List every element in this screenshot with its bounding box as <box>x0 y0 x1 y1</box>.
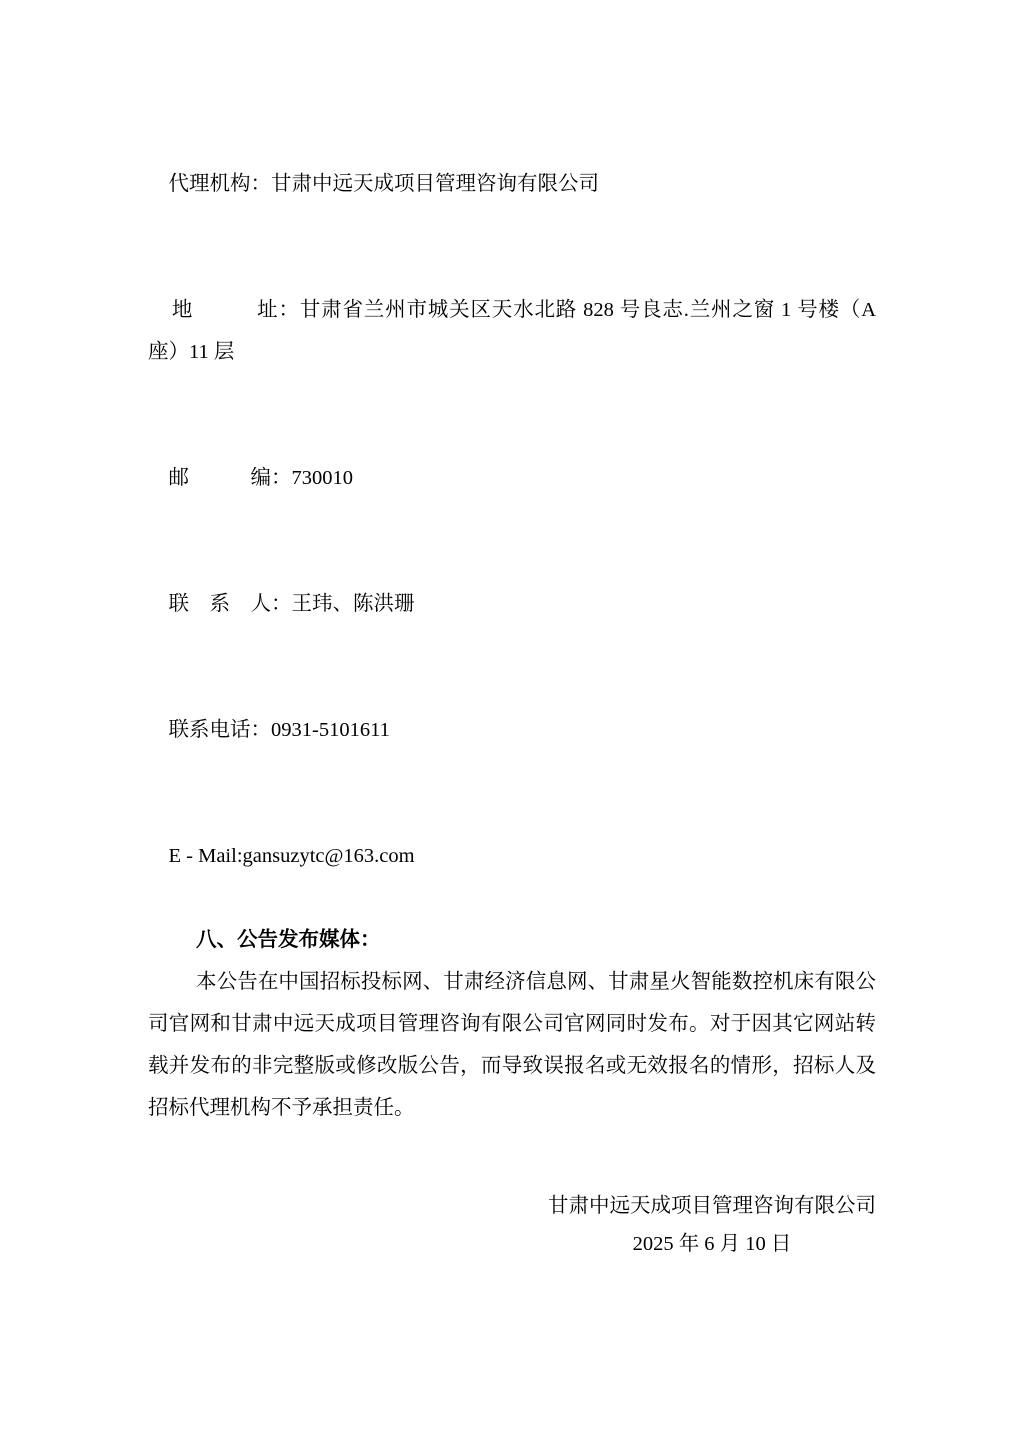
field-label: 代理机构： <box>168 173 271 195</box>
field-label: E - Mail: <box>168 845 243 867</box>
contact-field-email <box>148 793 876 919</box>
field-label: 邮 编： <box>168 467 292 489</box>
field-value: 730010 <box>291 467 353 489</box>
contact-field-phone <box>148 667 876 793</box>
field-value: 0931-5101611 <box>271 719 390 741</box>
field-label: 联系电话： <box>168 719 271 741</box>
announcement-media-paragraph: 本公告在中国招标投标网、甘肃经济信息网、甘肃星火智能数控机床有限公司官网和甘肃中远天成项目管理咨询有限公司官网同时发布。对于因其它网站转载并发布的非完整版或修改版公告，而导致误报名或无效报名的情形，招标人及招标代理机构不予承担责任。 <box>148 971 876 1119</box>
contact-field-agency <box>148 121 876 247</box>
field-value: 甘肃省兰州市城关区天水北路 828 号良志.兰州之窗 1 号楼（A 座）11 层 <box>148 299 882 363</box>
signature-date: 2025 年 6 月 10 日 <box>632 1233 792 1255</box>
field-value: gansuzytc@163.com <box>242 845 415 867</box>
section-heading-media: 八、公告发布媒体： <box>196 929 381 951</box>
signature-company-name: 甘肃中远天成项目管理咨询有限公司 <box>548 1195 876 1217</box>
contact-field-postcode <box>148 415 876 541</box>
field-value: 王玮、陈洪珊 <box>291 593 415 615</box>
contact-field-address <box>148 247 882 415</box>
field-label: 联 系 人： <box>168 593 292 615</box>
contact-field-contact-person <box>148 541 876 667</box>
field-value: 甘肃中远天成项目管理咨询有限公司 <box>271 173 599 195</box>
signature-block <box>148 1187 876 1263</box>
signature-inner <box>548 1187 876 1263</box>
field-label: 地 址： <box>171 299 300 321</box>
